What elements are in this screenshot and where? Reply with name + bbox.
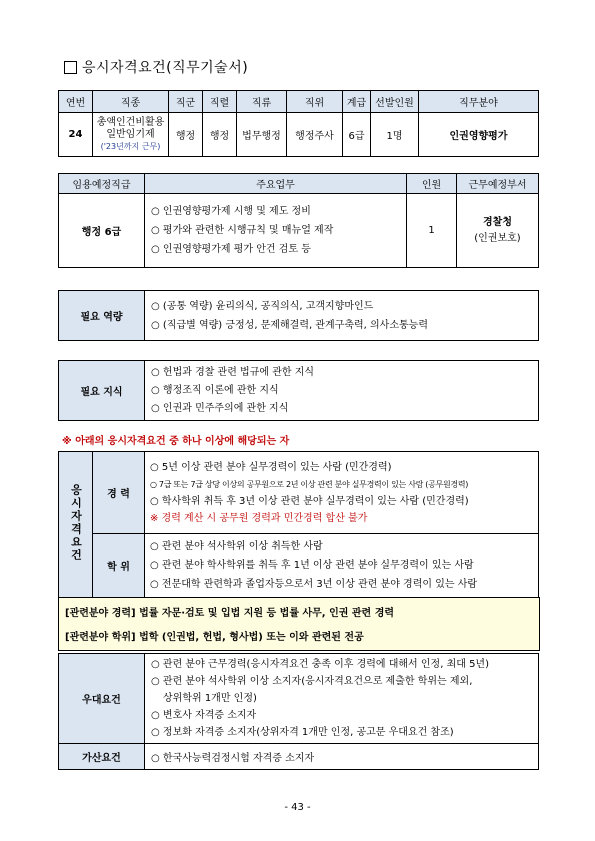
header-count: 선발인원 <box>371 91 419 113</box>
knowledge-label: 필요 지식 <box>59 361 145 421</box>
row-position: 행정주사 <box>287 113 343 157</box>
row-grade: 6급 <box>343 113 371 157</box>
competency-list <box>145 291 539 341</box>
related-degree-tag: [관련분야 학위] <box>65 632 136 643</box>
career-warning: ※ 경력 계산 시 공무원 경력과 민간경력 합산 불가 <box>150 512 368 524</box>
knowledge-table <box>58 360 539 421</box>
career-list <box>145 452 539 534</box>
knowledge-item: ○ 인권과 민주주의에 관한 지식 <box>151 402 289 414</box>
duty-count: 1 <box>407 194 457 268</box>
side-label-text: 응시자격요건 <box>69 484 83 562</box>
related-field-box <box>58 597 540 651</box>
knowledge-list <box>145 361 539 421</box>
related-degree <box>65 628 364 643</box>
dept-sub: (인권보호) <box>474 232 521 244</box>
duty-item: ○ 평가와 관련한 시행규칙 및 매뉴얼 제작 <box>151 225 334 236</box>
requirements-side-label <box>59 452 93 598</box>
row-series: 행정 <box>203 113 237 157</box>
header-type: 직종 <box>93 91 169 113</box>
summary-table <box>58 90 539 157</box>
preference-item: ○ 관련 분야 석사학위 이상 소지자(응시자격요건으로 제출한 학위는 제외, <box>151 676 473 687</box>
header-dept: 근무예정부서 <box>457 174 539 194</box>
career-item: ○ 7급 또는 7급 상당 이상의 공무원으로 2년 이상 관련 분야 실무경력이 있는 사람 (공무원경력) <box>150 479 469 489</box>
competency-item: ○ (공통 역량) 윤리의식, 공직의식, 고객지향마인드 <box>151 300 374 312</box>
bonus-label: 가산요건 <box>59 744 145 770</box>
header-grade: 계급 <box>343 91 371 113</box>
requirements-table <box>58 451 539 598</box>
header-headcount: 인원 <box>407 174 457 194</box>
header-series: 직렬 <box>203 91 237 113</box>
header-duties: 주요업무 <box>145 174 407 194</box>
row-type <box>93 113 169 157</box>
related-career-tag: [관련분야 경력] <box>65 608 136 619</box>
competency-item: ○ (직급별 역량) 긍정성, 문제해결력, 관계구축력, 의사소통능력 <box>151 319 428 331</box>
career-label: 경 력 <box>93 452 145 534</box>
dept-main: 경찰청 <box>483 216 512 228</box>
header-group: 직군 <box>169 91 203 113</box>
type-line2: 일반임기제 <box>106 128 155 140</box>
degree-label: 학 위 <box>93 534 145 598</box>
row-field: 인권영향평가 <box>419 113 539 157</box>
header-position: 직위 <box>287 91 343 113</box>
degree-item: ○ 전문대학 관련학과 졸업자등으로서 3년 이상 관련 분야 경력이 있는 사람 <box>150 579 478 590</box>
degree-list <box>145 534 539 598</box>
header-appoint-grade: 임용예정직급 <box>59 174 145 194</box>
related-career-text: 법률 자문·검토 및 입법 지원 등 법률 사무, 인권 관련 경력 <box>139 608 395 619</box>
checkbox-icon <box>64 61 77 74</box>
career-item: ○ 5년 이상 관련 분야 실무경력이 있는 사람 (민간경력) <box>150 461 392 473</box>
competency-label: 필요 역량 <box>59 291 145 341</box>
preference-item: ○ 변호사 자격증 소지자 <box>151 710 257 721</box>
header-class: 직류 <box>237 91 287 113</box>
duty-table <box>58 173 539 268</box>
type-note: ('23년까지 근무) <box>100 141 161 151</box>
row-no: 24 <box>59 113 93 157</box>
career-item: ○ 학사학위 취득 후 3년 이상 관련 분야 실무경력이 있는 사람 (민간경력) <box>150 495 469 507</box>
related-career <box>65 604 394 619</box>
competency-table <box>58 290 539 341</box>
bonus-item: ○ 한국사능력검정시험 자격증 소지자 <box>145 744 539 770</box>
knowledge-item: ○ 행정조직 이론에 관한 지식 <box>151 384 279 396</box>
preference-table <box>58 653 539 770</box>
preference-item: 상위학위 1개만 인정) <box>163 693 257 704</box>
duty-item: ○ 인권영향평가제 시행 및 제도 정비 <box>151 206 311 217</box>
page-number: - 43 - <box>284 802 311 813</box>
duty-item: ○ 인권영향평가제 평가 안건 검토 등 <box>151 244 311 255</box>
duty-grade: 행정 6급 <box>59 194 145 268</box>
preference-list <box>145 654 539 744</box>
header-field: 직무분야 <box>419 91 539 113</box>
preference-label: 우대요건 <box>59 654 145 744</box>
knowledge-item: ○ 헌법과 경찰 관련 법규에 관한 지식 <box>151 366 315 378</box>
preference-item: ○ 관련 분야 근무경력(응시자격요건 충족 이후 경력에 대해서 인정, 최대 5년) <box>151 659 489 670</box>
related-degree-text: 법학 (인권법, 헌법, 형사법) 또는 이와 관련된 전공 <box>139 632 364 643</box>
duty-dept <box>457 194 539 268</box>
degree-item: ○ 관련 분야 학사학위를 취득 후 1년 이상 관련 분야 실무경력이 있는 사람 <box>150 560 474 571</box>
duty-list <box>145 194 407 268</box>
preference-item: ○ 정보화 자격증 소지자(상위자격 1개만 인정, 공고문 우대요건 참조) <box>151 727 454 738</box>
row-count: 1명 <box>371 113 419 157</box>
eligibility-note: ※ 아래의 응시자격요건 중 하나 이상에 해당되는 자 <box>62 436 290 447</box>
degree-item: ○ 관련 분야 석사학위 이상 취득한 사람 <box>150 541 323 552</box>
row-group: 행정 <box>169 113 203 157</box>
section-title: 응시자격요건(직무기술서) <box>82 60 249 76</box>
row-class: 법무행정 <box>237 113 287 157</box>
type-line1: 총액인건비활용 <box>96 116 165 128</box>
header-no: 연번 <box>59 91 93 113</box>
